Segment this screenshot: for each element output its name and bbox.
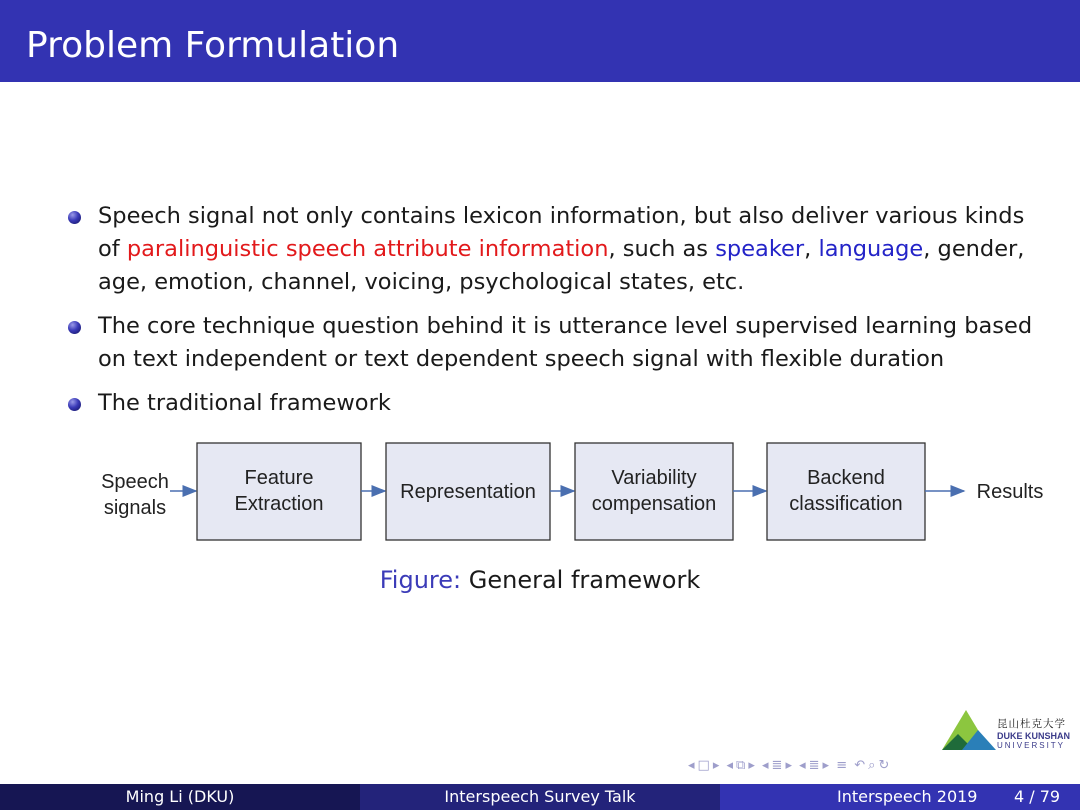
- input-label-signals: signals: [103, 497, 167, 519]
- footer-page-number: 4 / 79: [1014, 787, 1061, 806]
- highlight-language: language: [818, 236, 924, 262]
- nav-frame-next-icon[interactable]: ▸: [712, 758, 720, 773]
- nav-section-prev-icon[interactable]: ◂: [762, 758, 769, 773]
- box-variability-compensation: [575, 443, 733, 540]
- box-backend-classification: [767, 443, 925, 540]
- nav-section-icon[interactable]: ≣: [771, 758, 783, 773]
- logo-english-line1: DUKE KUNSHAN: [997, 731, 1071, 741]
- nav-search-icon[interactable]: ⌕: [868, 758, 876, 773]
- nav-forward-icon[interactable]: ↻: [878, 758, 890, 773]
- nav-subsection-prev-icon[interactable]: ◂: [726, 758, 734, 773]
- bullet-text-segment: The traditional framework: [98, 390, 391, 416]
- footer-info-section: [720, 784, 1080, 810]
- bullet-text-segment: Speech signal not only contains lexicon information, but also deliver various kinds of: [98, 203, 1025, 262]
- logo-english-line2: UNIVERSITY: [997, 741, 1066, 750]
- bullet-item: [66, 200, 1046, 299]
- box-variability-line2: compensation: [591, 493, 717, 515]
- nav-subsection-icon[interactable]: ⧉: [736, 758, 746, 773]
- footer-conference: Interspeech 2019: [837, 787, 978, 806]
- figure-caption: [0, 566, 1080, 594]
- nav-frame-icon[interactable]: □: [697, 758, 710, 773]
- nav-align-icon[interactable]: ≡: [836, 758, 848, 773]
- bullet-ball-icon: [68, 398, 81, 411]
- nav-doc-next-icon[interactable]: ▸: [822, 758, 830, 773]
- highlight-speaker: speaker: [715, 236, 805, 262]
- footer-title-section: [360, 784, 720, 810]
- slide-title: Problem Formulation: [26, 25, 400, 66]
- bullet-item: [66, 387, 1046, 420]
- caption-text: General framework: [468, 566, 701, 594]
- footer-talk-title: Interspeech Survey Talk: [444, 787, 636, 806]
- box-feature-line1: Feature: [244, 467, 314, 489]
- highlight-paralinguistic: paralinguistic speech attribute information: [126, 236, 609, 262]
- beamer-navigation-bar: [688, 758, 1078, 778]
- box-feature-extraction: [197, 443, 361, 540]
- nav-section-next-icon[interactable]: ▸: [785, 758, 792, 773]
- bullet-text-segment: , such as: [608, 236, 716, 262]
- title-bar: [0, 0, 1080, 82]
- box-feature-line2: Extraction: [234, 493, 324, 515]
- nav-back-icon[interactable]: ↶: [854, 758, 866, 773]
- bullet-ball-icon: [68, 321, 81, 334]
- nav-subsection-next-icon[interactable]: ▸: [748, 758, 755, 773]
- output-label-results: Results: [976, 481, 1044, 503]
- footer-bar: [0, 784, 1080, 810]
- bullet-text-segment: , gender, age, emotion, channel, voicing, psychological states, etc.: [98, 236, 1025, 295]
- box-backend-line2: classification: [789, 493, 903, 515]
- nav-doc-icon[interactable]: ≣: [808, 758, 820, 773]
- footer-author: Ming Li (DKU): [125, 787, 235, 806]
- box-representation-line1: Representation: [400, 481, 536, 503]
- logo-chinese-name: 昆山杜克大学: [997, 718, 1066, 730]
- nav-doc-prev-icon[interactable]: ◂: [799, 758, 806, 773]
- framework-diagram: [0, 430, 1080, 560]
- caption-label: Figure:: [379, 566, 462, 594]
- bullet-item: [66, 310, 1046, 376]
- bullet-ball-icon: [68, 211, 81, 224]
- box-backend-line1: Backend: [807, 467, 885, 489]
- footer-author-section: [0, 784, 360, 810]
- box-variability-line1: Variability: [611, 467, 697, 489]
- bullet-text-segment: ,: [804, 236, 819, 262]
- input-label-speech: Speech: [101, 471, 169, 493]
- nav-frame-prev-icon[interactable]: ◂: [688, 758, 695, 773]
- bullet-list: [66, 200, 1046, 431]
- bullet-text-segment: The core technique question behind it is utterance level supervised learning based on text independent or text dependent speech signal with flexible duration: [98, 313, 1033, 372]
